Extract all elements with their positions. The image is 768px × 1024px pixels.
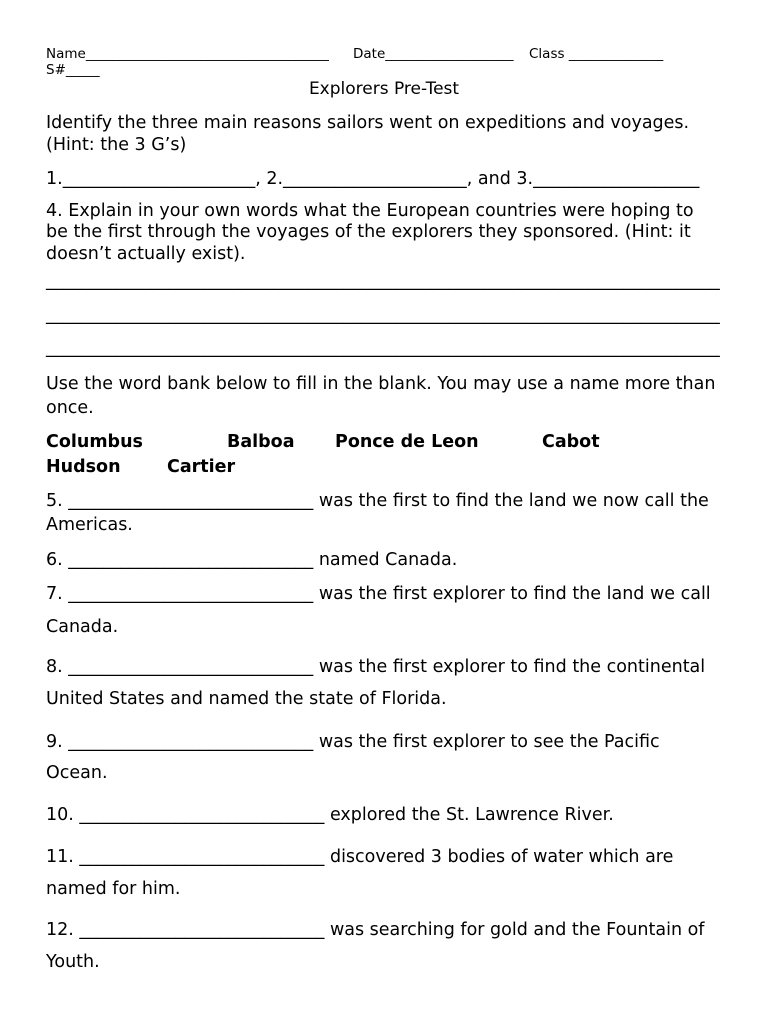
three-gs-answer-line: 1.______________________, 2._____________________, and 3.___________________: [46, 169, 700, 189]
question-5-line-2: Americas.: [46, 515, 133, 535]
question-5-line-1: 5. ____________________________ was the first to find the land we now call the: [46, 491, 709, 511]
question-4-line-2: be the first through the voyages of the explorers they sponsored. (Hint: it: [46, 222, 691, 242]
word-bank-instructions-line-1: Use the word bank below to fill in the blank. You may use a name more than: [46, 374, 716, 394]
header-class-field: Class ______________: [529, 46, 664, 62]
question-12-line-2: Youth.: [46, 952, 100, 972]
word-bank-name-cartier: Cartier: [167, 457, 236, 477]
question-7-line-2: Canada.: [46, 617, 119, 637]
question-9-line-2: Ocean.: [46, 763, 108, 783]
header-name-field: Name____________________________________: [46, 46, 329, 62]
question-6-line-1: 6. ____________________________ named Canada.: [46, 550, 458, 570]
question-4-answer-line-1: _____________________________________________________________________________: [46, 271, 720, 291]
header-student-number-field: S#_____: [46, 62, 100, 78]
word-bank-instructions-line-2: once.: [46, 398, 94, 418]
page-title: Explorers Pre-Test: [308, 79, 460, 99]
word-bank-name-columbus: Columbus: [46, 432, 143, 452]
question-4-line-3: doesn’t actually exist).: [46, 244, 246, 264]
question-4-answer-line-3: _____________________________________________________________________________: [46, 338, 720, 358]
word-bank-name-hudson: Hudson: [46, 457, 121, 477]
three-gs-hint: (Hint: the 3 G’s): [46, 135, 187, 155]
word-bank-name-balboa: Balboa: [227, 432, 295, 452]
question-8-line-1: 8. ____________________________ was the first explorer to find the continental: [46, 657, 706, 677]
header-date-field: Date___________________: [353, 46, 514, 62]
question-8-line-2: United States and named the state of Florida.: [46, 689, 447, 709]
question-11-line-1: 11. ____________________________ discovered 3 bodies of water which are: [46, 847, 674, 867]
word-bank-name-cabot: Cabot: [542, 432, 600, 452]
question-12-line-1: 12. ____________________________ was searching for gold and the Fountain of: [46, 920, 705, 940]
question-10-line-1: 10. ____________________________ explored the St. Lawrence River.: [46, 805, 614, 825]
question-7-line-1: 7. ____________________________ was the first explorer to find the land we call: [46, 584, 711, 604]
three-gs-prompt: Identify the three main reasons sailors went on expeditions and voyages.: [46, 113, 690, 133]
question-11-line-2: named for him.: [46, 879, 181, 899]
question-4-answer-line-2: _____________________________________________________________________________: [46, 305, 720, 325]
question-4-line-1: 4. Explain in your own words what the European countries were hoping to: [46, 201, 694, 221]
question-9-line-1: 9. ____________________________ was the first explorer to see the Pacific: [46, 732, 660, 752]
word-bank-name-ponce-de-leon: Ponce de Leon: [335, 432, 479, 452]
